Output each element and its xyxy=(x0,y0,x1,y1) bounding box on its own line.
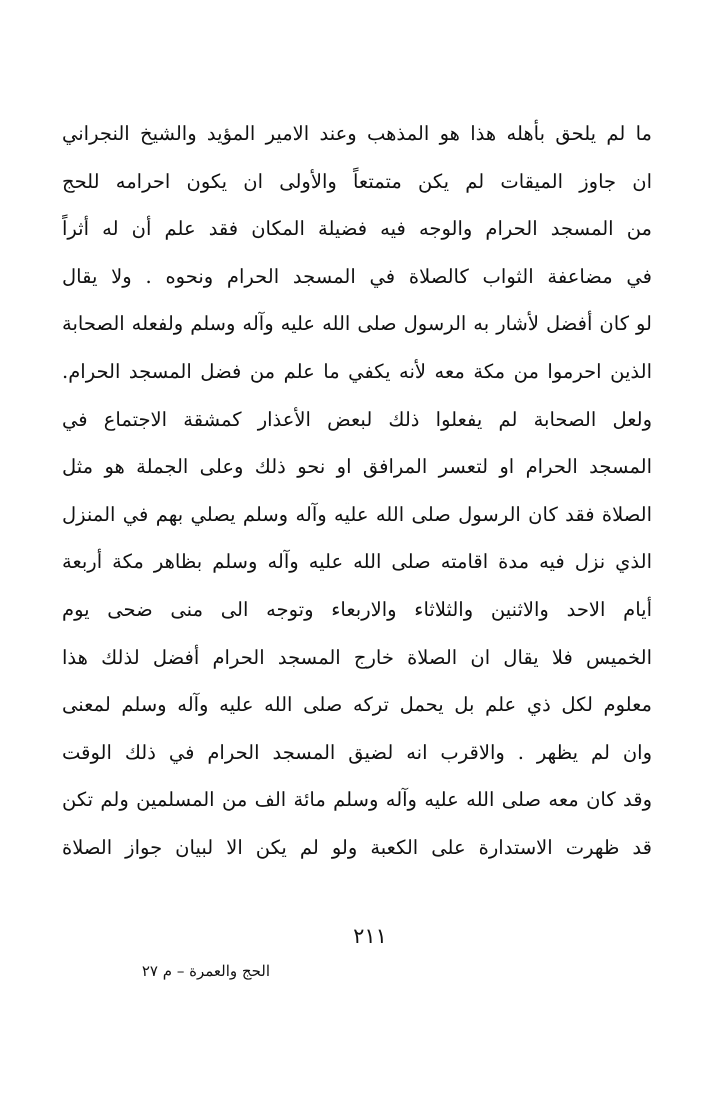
text-line-15: وقد كان معه صلى الله عليه وآله وسلم مائة الف من المسلمين ولم تكن xyxy=(62,788,652,812)
text-line-5: لو كان أفضل لأشار به الرسول صلى الله عليه وآله وسلم ولفعله الصحابة xyxy=(62,312,652,336)
text-line-9: الصلاة فقد كان الرسول صلى الله عليه وآله وسلم يصلي بهم في المنزل xyxy=(62,502,652,526)
text-line-6: الذين احرموا من مكة معه لأنه يكفي ما علم من فضل المسجد الحرام. xyxy=(62,359,652,383)
text-line-4: في مضاعفة الثواب كالصلاة في المسجد الحرام ونحوه . ولا يقال xyxy=(62,264,652,288)
text-line-3: من المسجد الحرام والوجه فيه فضيلة المكان فقد علم أن له أثراً xyxy=(62,217,652,241)
text-line-10: الذي نزل فيه مدة اقامته صلى الله عليه وآله وسلم بظاهر مكة أربعة xyxy=(62,550,652,574)
text-line-1: ما لم يلحق بأهله هذا هو المذهب وعند الامير المؤيد والشيخ النجراني xyxy=(62,122,652,145)
text-line-8: المسجد الحرام او لتعسر المرافق او نحو ذلك وعلى الجملة هو مثل xyxy=(62,455,652,479)
text-line-16: قد ظهرت الاستدارة على الكعبة ولو لم يكن الا لبيان جواز الصلاة xyxy=(62,835,652,859)
text-line-2: ان جاوز الميقات لم يكن متمتعاً والأولى ان يكون احرامه للحج xyxy=(62,169,652,193)
text-line-14: وان لم يظهر . والاقرب انه لضيق المسجد الحرام في ذلك الوقت xyxy=(62,740,652,764)
body-text xyxy=(62,110,652,872)
page-number: ٢١١ xyxy=(353,924,387,948)
text-line-13: معلوم لكل ذي علم بل يحمل تركه صلى الله عليه وآله وسلم لمعنى xyxy=(62,693,652,717)
text-line-11: أيام الاحد والاثنين والثلاثاء والاربعاء وتوجه الى منى ضحى يوم xyxy=(62,597,652,621)
text-line-7: ولعل الصحابة لم يفعلوا ذلك لبعض الأعذار كمشقة الاجتماع في xyxy=(62,407,652,431)
footer-signature: الحج والعمرة – م ٢٧ xyxy=(141,962,270,980)
text-line-12: الخميس فلا يقال ان الصلاة خارج المسجد الحرام أفضل لذلك هذا xyxy=(62,645,652,669)
